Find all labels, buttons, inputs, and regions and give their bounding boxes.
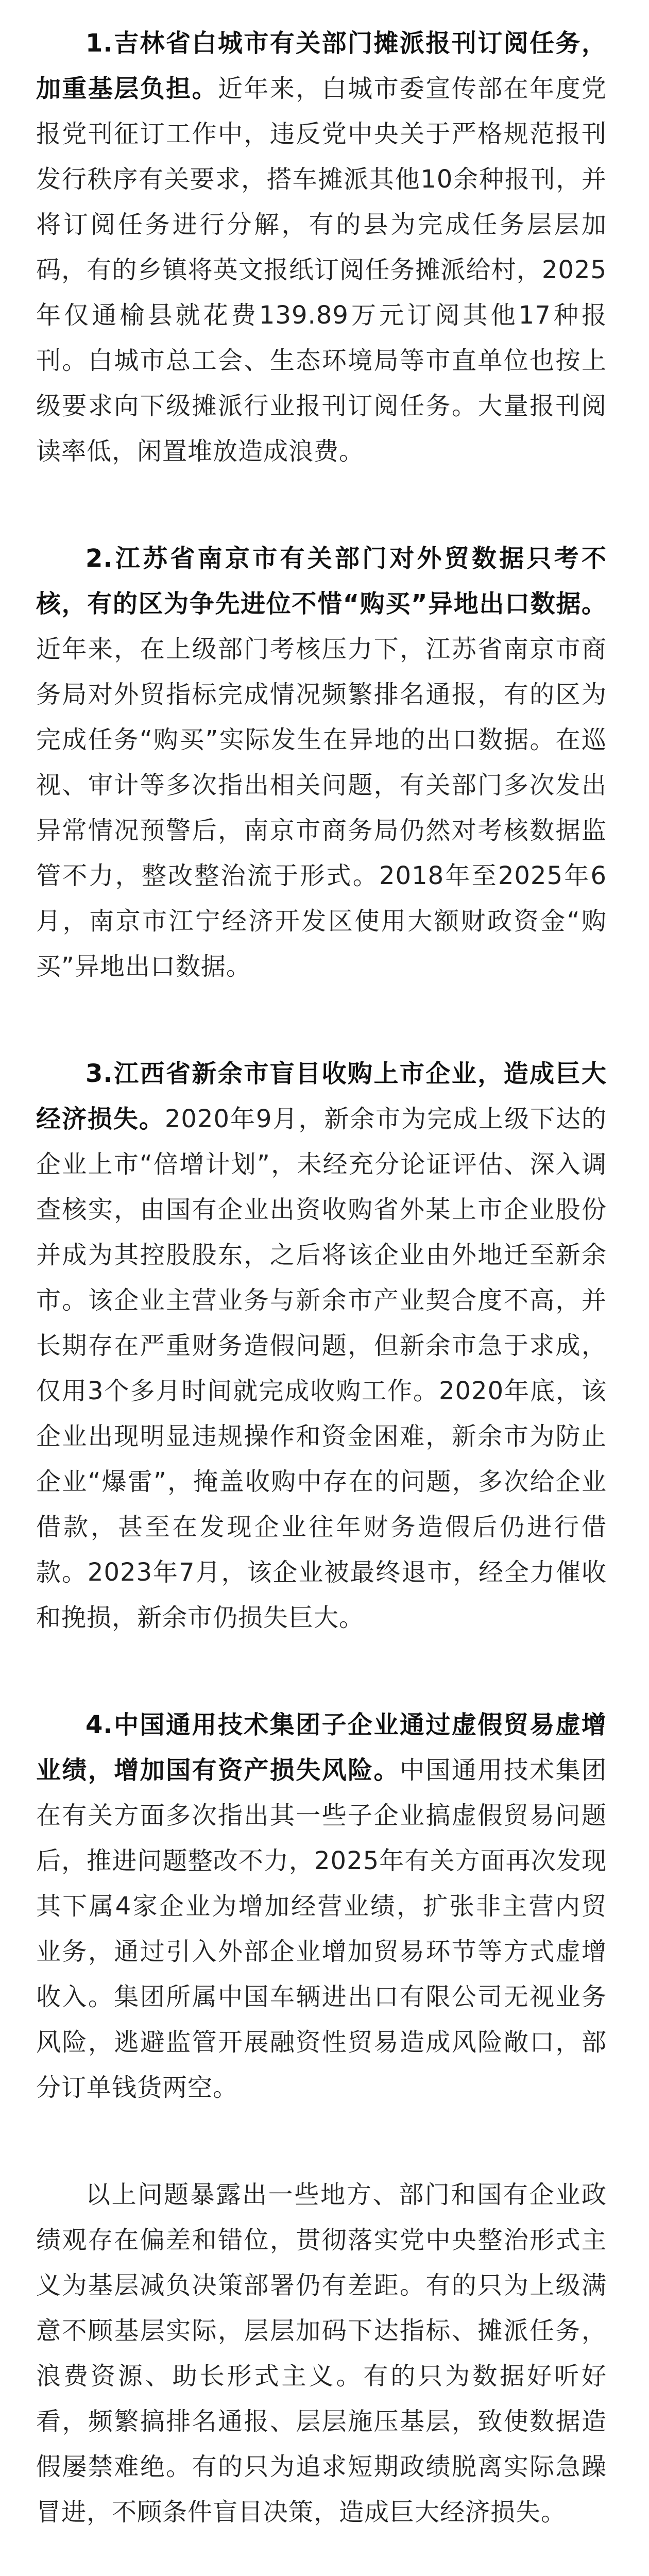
paragraph-3 (36, 1051, 607, 1640)
paragraph-summary-body: 以上问题暴露出一些地方、部门和国有企业政绩观存在偏差和错位，贯彻落实党中央整治形式主义为基层减负决策部署仍有差距。有的只为上级满意不顾基层实际，层层加码下达指标、摊派任务，浪费资源、助长形式主义。有的只为数据好听好看，频繁搞排名通报、层层施压基层，致使数据造假屡禁难绝。有的只为追求短期政绩脱离实际急躁冒进，不顾条件盲目决策，造成巨大经济损失。 (36, 2180, 607, 2527)
paragraph-1 (36, 21, 607, 474)
paragraph-4 (36, 1702, 607, 2110)
paragraph-4-lead: 4.中国通用技术集团子企业通过虚假贸易虚增业绩，增加国有资产损失风险。 (36, 1710, 607, 1785)
paragraph-4-body: 中国通用技术集团在有关方面多次指出其一些子企业搞虚假贸易问题后，推进问题整改不力，2025年有关方面再次发现其下属4家企业为增加经营业绩，扩张非主营内贸业务，通过引入外部企业增加贸易环节等方式虚增收入。集团所属中国车辆进出口有限公司无视业务风险，逃避监管开展融资性贸易造成风险敞口，部分订单钱货两空。 (36, 1756, 607, 2102)
paragraph-summary (36, 2172, 607, 2535)
paragraph-3-body: 2020年9月，新余市为完成上级下达的企业上市“倍增计划”，未经充分论证评估、深入调查核实，由国有企业出资收购省外某上市企业股份并成为其控股股东，之后将该企业由外地迁至新余市。该企业主营业务与新余市产业契合度不高，并长期存在严重财务造假问题，但新余市急于求成，仅用3个多月时间就完成收购工作。2020年底，该企业出现明显违规操作和资金困难，新余市为防止企业“爆雷”，掩盖收购中存在的问题，多次给企业借款，甚至在发现企业往年财务造假后仍进行借款。2023年7月，该企业被最终退市，经全力催收和挽损，新余市仍损失巨大。 (36, 1105, 607, 1632)
paragraph-2-lead: 2.江苏省南京市有关部门对外贸数据只考不核，有的区为争先进位不惜“购买”异地出口数据。 (36, 544, 607, 618)
paragraph-2 (36, 536, 607, 989)
paragraph-1-body: 近年来，白城市委宣传部在年度党报党刊征订工作中，违反党中央关于严格规范报刊发行秩序有关要求，搭车摊派其他10余种报刊，并将订阅任务进行分解，有的县为完成任务层层加码，有的乡镇将英文报纸订阅任务摊派给村，2025年仅通榆县就花费139.89万元订阅其他17种报刊。白城市总工会、生态环境局等市直单位也按上级要求向下级摊派行业报刊订阅任务。大量报刊阅读率低，闲置堆放造成浪费。 (36, 74, 607, 466)
paragraph-1-lead: 1.吉林省白城市有关部门摊派报刊订阅任务，加重基层负担。 (36, 29, 607, 103)
paragraph-3-lead: 3.江西省新余市盲目收购上市企业，造成巨大经济损失。 (36, 1059, 607, 1133)
paragraph-2-body: 近年来，在上级部门考核压力下，江苏省南京市商务局对外贸指标完成情况频繁排名通报，有的区为完成任务“购买”实际发生在异地的出口数据。在巡视、审计等多次指出相关问题，有关部门多次发出异常情况预警后，南京市商务局仍然对考核数据监管不力，整改整治流于形式。2018年至2025年6月，南京市江宁经济开发区使用大额财政资金“购买”异地出口数据。 (36, 635, 607, 981)
